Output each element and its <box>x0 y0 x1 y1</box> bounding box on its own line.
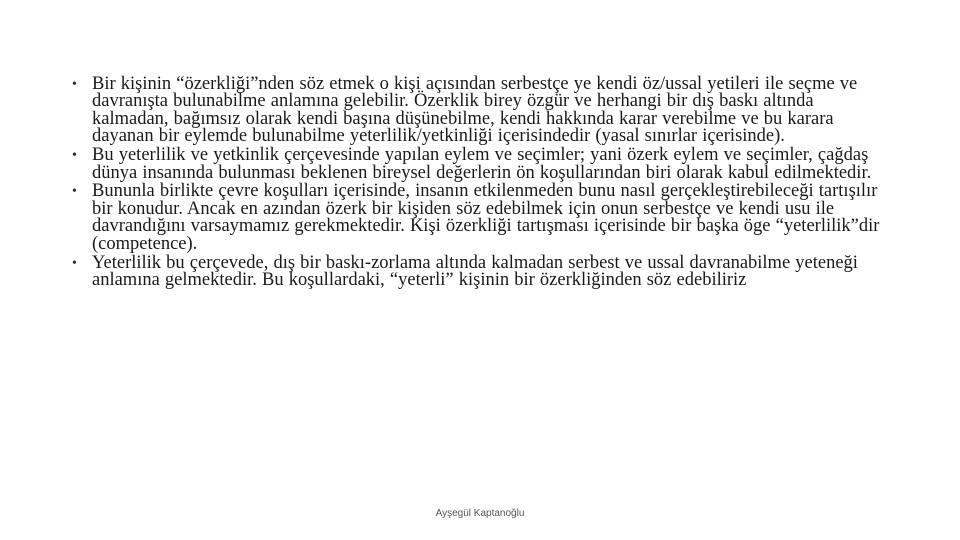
bullet-text: Yeterlilik bu çerçevede, dış bir baskı-zorlama altında kalmadan serbest ve ussal davranabilme yeteneği anlamına gelmektedir. Bu koşullardaki, “yeterli” kişinin bir özerkliğinden söz edebiliriz <box>92 252 858 290</box>
bullet-dot-icon: • <box>72 77 77 92</box>
bullet-dot-icon: • <box>72 184 77 200</box>
bullet-item <box>72 147 892 182</box>
bullet-text: Bu yeterlilik ve yetkinlik çerçevesinde yapılan eylem ve seçimler; yani özerk eylem ve seçimler, çağdaş dünya insanında bulunması beklenen bireysel değerlerin ön koşullarından biri olarak kabul edilmektedir. <box>92 145 872 183</box>
bullet-item <box>72 183 892 253</box>
footer-author: Ayşegül Kaptanoğlu <box>435 508 525 519</box>
bullet-item <box>72 76 892 146</box>
bullet-dot-icon: • <box>72 148 77 164</box>
bullet-dot-icon: • <box>72 255 77 271</box>
bullet-text: Bir kişinin “özerkliği”nden söz etmek o kişi açısından serbestçe ye kendi öz/ussal yetileri ile seçme ve davranışta bulunabilme anlamına gelebilir. Özerklik birey özgür ve herhangi bir dış baskı altında kalmadan, bağımsız olarak kendi başına düşünebilme, kendi hakkında karar verebilme ve bu karara dayanan bir eylemde bulunabilme yeterlilik/yetkinliği içerisindedir (yasal sınırlar içerisinde). <box>92 74 858 147</box>
bullet-text: Bununla birlikte çevre koşulları içerisinde, insanın etkilenmeden bunu nasıl gerçekleştirebileceği tartışılır bir konudur. Ancak en azından özerk bir kişiden söz edebilmek için onun serbestçe ve kendi usu ile davrandığını varsaymamız gerekmektedir. Kişi özerkliği tartışması içerisinde bir başka öge “yeterlilik”dir (competence). <box>92 181 880 254</box>
bullet-list <box>72 76 892 291</box>
bullet-item <box>72 252 892 290</box>
